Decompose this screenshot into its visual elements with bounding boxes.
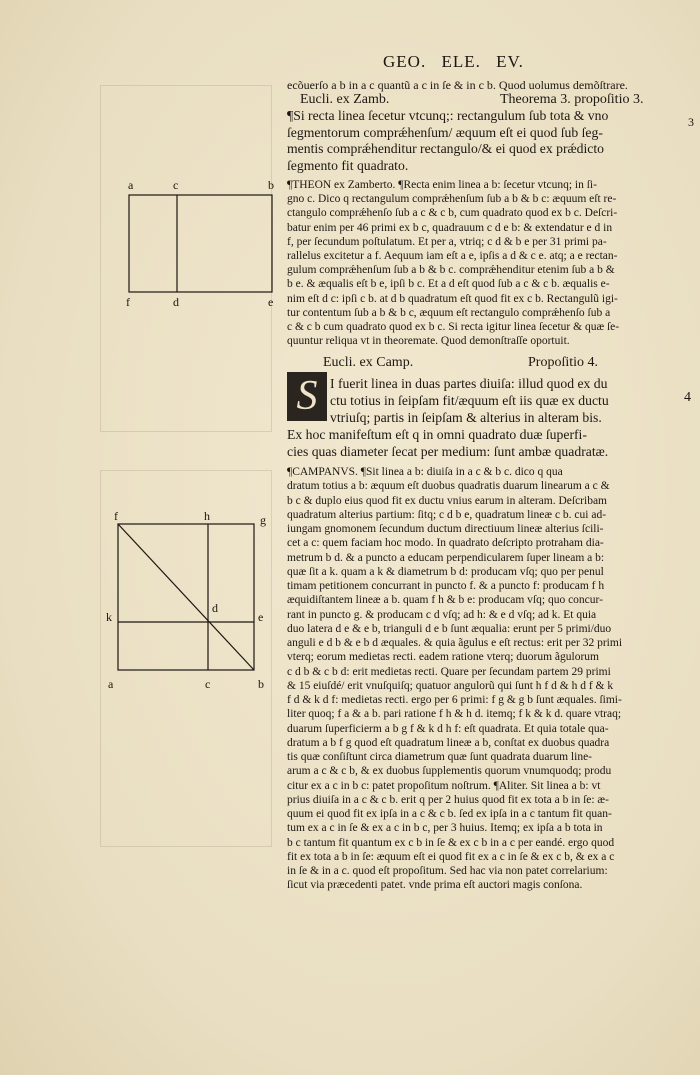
figure2-label-k: k [106,610,112,624]
campanus-line: æquidiſtantem lineæ a b. quam f h & b e: producam vſq; quo concur- [287,594,603,607]
figure1-label-b: b [268,178,274,192]
figure1-label-e: e [268,295,274,309]
theon-line: gno c. Dico q rectangulum comprǽhenſum ſub a b & b c: æquum eſt re- [287,193,617,206]
theon-line: b e. & æqualis eſt b e, ipſi b c. Et a d eſt quod ſub a c & c b. æqualis e- [287,278,610,291]
proposition-3-line: ſegmento fit quadrato. [287,157,409,173]
theon-line: c & c b cum quadrato quod ex b c. Si recta igitur linea ſecetur & quæ ſe- [287,321,620,333]
theon-line: f, per ſecundum poſtulatum. Et per a, vtriq; c d & b e per 31 primi pa- [287,235,607,248]
campanus-line: & 15 eiuſdé/ erit vnuſquiſq; quatuor angulorũ qui ſunt h f d & h d f & k [287,679,614,692]
campanus-line: f d & k d f: medietas recti. ergo per 6 primi: f g & g b ſunt æquales. ſimi- [287,694,622,706]
campanus-line: arum a c & c b, & ex duobus ſupplementis quorum vnumquodq; produ [287,765,612,778]
continuation-line: ecõuerſo a b in a c quantũ a c in ſe & in c b. Quod uolumus demõſtrare. [287,78,628,92]
running-head-part: ELE. [441,52,481,71]
campanus-line: quæ ſit a k. quam a k & diametrum b d: producam vſq; quo per penul [287,565,604,578]
theon-line: tur contentum ſub a b & b c, æquum eſt rectangulo comprǽhenſo ſub a [287,306,611,319]
proposition-4-line: vtriuſq; partis in ſeipſam & alterius in alteram bis. [330,409,602,425]
theon-line: ctangulo comprǽhenſo ſub a c & c b, cum quadrato quod ex b c. Deſcri- [287,207,618,220]
margin-number: 3 [688,115,694,129]
theorem-number: Theorema 3. propoſitio 3. [500,92,644,107]
theon-line: ¶THEON ex Zamberto. ¶Recta enim linea a b: ſecetur vtcunq; in ſi- [287,179,597,191]
campanus-line: dratum a b f g quod eſt quadratum lineæ a b, conſtat ex duobus quadra [287,736,610,749]
campanus-line: ¶CAMPANVS. ¶Sit linea a b: diuiſa in a c & b c. dico q qua [287,466,563,478]
campanus-line: b c tantum fit quantum ex c b in ſe & ex c b in a c per eandé. ergo quod [287,836,615,849]
campanus-line: tis quæ conſiſtunt circa diametrum quæ ſunt quadrata duarum line- [287,751,592,763]
proposition-3-line: mentis comprǽhenditur rectangulo/& ei quod ex prǽdicto [287,141,605,156]
theon-line: quuntur reliqua vt in theoremate. Quod demonſtraſſe oportuit. [287,335,570,348]
figure2-label-c: c [205,677,211,691]
campanus-line: duo latera d e & e b, trianguli d e b ſunt æqualia: erunt per 5 primi/duo [287,622,612,635]
figure1-outer-rectangle [129,195,272,292]
figure1-label-c: c [173,178,179,192]
running-head-part: EV. [496,52,524,71]
proposition-number: Propoſitio 4. [528,355,599,370]
campanus-line: fit ex tota a b in ſe: æquum eſt ei quod fit ex a c in ſe & ex c b, & ex a c [287,850,615,863]
figure2-label-d: d [212,601,218,615]
figure1-label-a: a [128,178,134,192]
theon-line: gulum comprǽhenſum ſub a b & b c. comprǽhenditur etenim ſub a b & [287,264,615,277]
figure1-label-f: f [126,295,130,309]
theon-line: nim eſt d c: ipſi c b. at d b quadratum eſt quod fit ex c b. Rectangulũ igi- [287,292,618,305]
campanus-line: vterq; eorum medietas recti. eadem ratione vterq; duorum ãgulorum [287,651,599,664]
figure2-label-f: f [114,509,118,523]
campanus-line: timam petitionem concurrant in puncto f. & a puncto f: producam f h [287,580,605,592]
campanus-line: c d b & c b d: erit medietas recti. Quare per ſecundam partem 29 primi [287,665,611,678]
campanus-line: duarum ſuperficierm a b g f & k d h f: eſt quadrata. Et quia totale qua- [287,722,609,735]
campanus-line: citur ex a c in b c: patet propoſitum noſtrum. ¶Aliter. Sit linea a b: vt [287,779,601,792]
campanus-line: dratum totius a b: æquum eſt duobus quadratis duarum linearum a c & [287,480,610,493]
campanus-line: anguli e d b & e b d æquales. & quia ãgulus e eſt rectus: erit per 32 primi [287,637,623,649]
dropcap-initial: S [287,372,327,421]
campanus-line: cet a c: quem faciam hoc modo. In quadrato deſcripto protraham dia- [287,537,604,550]
campanus-line: quum ei quod fit ex ipſa in a c & c b. ſed ex ipſa in a c tantum fit quan- [287,808,612,820]
theorem-source: Eucli. ex Zamb. [300,92,390,107]
figure2-label-b: b [258,677,264,691]
campanus-source: Eucli. ex Camp. [323,355,414,370]
proposition-4-line: ctu totius in ſeipſam fit/æquum eſt iis quæ ex ductu [330,392,609,408]
campanus-line: rant in puncto g. & producam c d vſq; ad h: & e d vſq; ad k. Et quia [287,608,597,621]
campanus-line: in ſe & in a c. quod eſt propoſitum. Sed hac via non patet correlarium: [287,865,608,877]
campanus-line: tum ex a c in ſe & ex a c in b c, per 3 huius. Itemq; ex ipſa a b tota in [287,822,603,835]
campanus-line: prius diuiſa in a c & c b. erit q per 2 huius quod fit ex tota a b in ſe: æ- [287,793,609,806]
proposition-3-line: ¶Si recta linea ſecetur vtcunq;: rectangulum ſub tota & vno [287,108,609,123]
figure2-label-g: g [260,513,266,527]
campanus-line: quadratum alterius partium: ſitq; c d b e, quadratum lineæ c b. cui ad- [287,508,607,521]
proposition-4-line: I fuerit linea in duas partes diuiſa: illud quod ex du [330,376,608,391]
theon-line: batur enim per 46 primi ex b c, quadrauum c d e b: & extendatur e d in [287,221,613,234]
campanus-line: iungam gnomonem ſecundum ductum directiuum lineæ alterius ſcili- [287,523,604,535]
campanus-line: b c & duplo eius quod fit ex ductu vnius earum in alteram. Deſcribam [287,494,608,507]
running-head-part: GEO. [383,52,427,71]
figure2-label-a: a [108,677,114,691]
theon-line: rallelus excitetur a f. Aequum iam eſt a e, ipſis a d & c e. atq; a e rectan- [287,250,618,262]
campanus-line: metrum b d. & a puncto a educam perpendicularem ſuper lineam a b: [287,551,605,564]
corollary-line: cies quas diameter ſecat per medium: ſunt ambæ quadratæ. [287,444,609,459]
margin-number: 4 [684,390,691,405]
figure2-label-h: h [204,509,210,523]
corollary-line: Ex hoc manifeſtum eſt q in omni quadrato duæ ſuperfi- [287,427,587,442]
proposition-3-line: ſegmentorum comprǽhenſum/ æquum eſt ei quod ſub ſeg- [287,124,603,140]
figure2-diagonal-fb [118,524,254,670]
campanus-line: ſicut via præcedenti patet. vnde prima eſt auctori magis conſona. [287,879,583,892]
campanus-line: liter quoq; f a & a b. pari ratione f h & h d. itemq; f k & k d. quare vtraq; [287,708,622,721]
figure2-label-e: e [258,610,264,624]
figure1-label-d: d [173,295,179,309]
